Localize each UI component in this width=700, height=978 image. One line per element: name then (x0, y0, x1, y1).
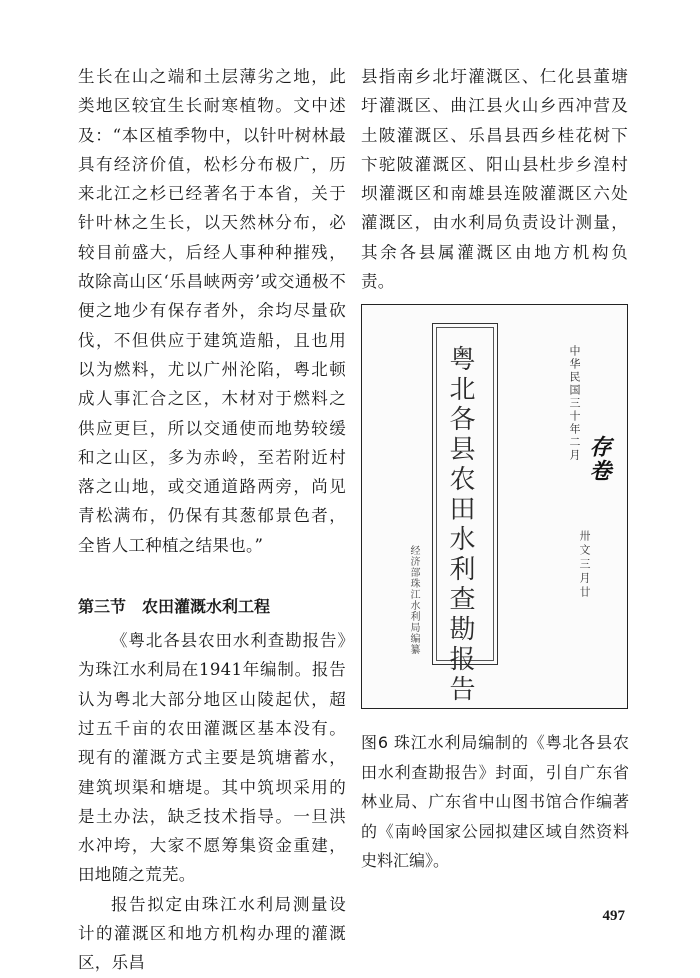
page-number: 497 (602, 908, 625, 924)
cover-handwritten-stamp: 存卷 (586, 435, 612, 483)
section-title: 农田灌溉水利工程 (142, 597, 271, 617)
section-heading (78, 592, 346, 622)
section-number: 第三节 (78, 597, 127, 617)
cover-title: 粤北各县农田水利查勘报告 (445, 345, 475, 705)
paragraph-irrigation-plan: 报告拟定由珠江水利局测量设计的灌溉区和地方机构办理的灌溉区，乐昌 (78, 894, 346, 973)
cover-publisher: 经济部珠江水利局编纂 (408, 545, 419, 655)
figure-caption: 图6 珠江水利局编制的《粤北各县农田水利查勘报告》封面，引自广东省林业局、广东省中山图书馆合作编著的《南岭国家公园拟建区域自然资料史料汇编》。 (361, 733, 629, 870)
cover-date: 中华民国三十年二月 (568, 345, 581, 462)
report-cover-figure (361, 304, 628, 709)
paragraph-irrigation-areas: 县指南乡北圩灌溉区、仁化县董塘圩灌溉区、曲江县火山乡西冲营及土陂灌溉区、乐昌县西乡桂花树下卞驼陂灌溉区、阳山县杜步乡湟村坝灌溉区和南雄县连陂灌溉区六处灌溉区，由水利局负责设计测量，其余各县属灌溉区由地方机构负责。 (361, 67, 628, 292)
cover-handwritten-note: 卅文三月廿 (578, 530, 591, 600)
left-column (78, 62, 346, 978)
paragraph-forest: 生长在山之端和土层薄劣之地，此类地区较宜生长耐寒植物。文中述及：“本区植季物中，以针叶树林最具有经济价值，松杉分布极广，历来北江之杉已经著名于本省，关于针叶林之生长，以天然林分布，必较目前盛大，后经人事种种摧残，故除高山区‘乐昌峡两旁’或交通极不便之地少有保存者外，余均尽量砍伐，不但供应于建筑造船，且也用以为燃料，尤以广州沦陷，粤北顿成人事汇合之区，木材对于燃料之供应更巨，所以交通使而地势较缓和之山区，多为赤岭，至若附近村落之山地，或交通道路两旁，尚见青松满布，仍保有其葱郁景色者，全皆人工种植之结果也。” (78, 67, 346, 555)
paragraph-report-intro: 《粤北各县农田水利查勘报告》为珠江水利局在1941年编制。报告认为粤北大部分地区山陵起伏，超过五千亩的农田灌溉区基本没有。现有的灌溉方式主要是筑塘蓄水，建筑坝渠和塘堤。其中筑坝采用的是土办法，缺乏技术指导。一旦洪水冲垮，大家不愿筹集资金重建，田地随之荒芜。 (78, 631, 346, 885)
right-column (361, 62, 628, 296)
